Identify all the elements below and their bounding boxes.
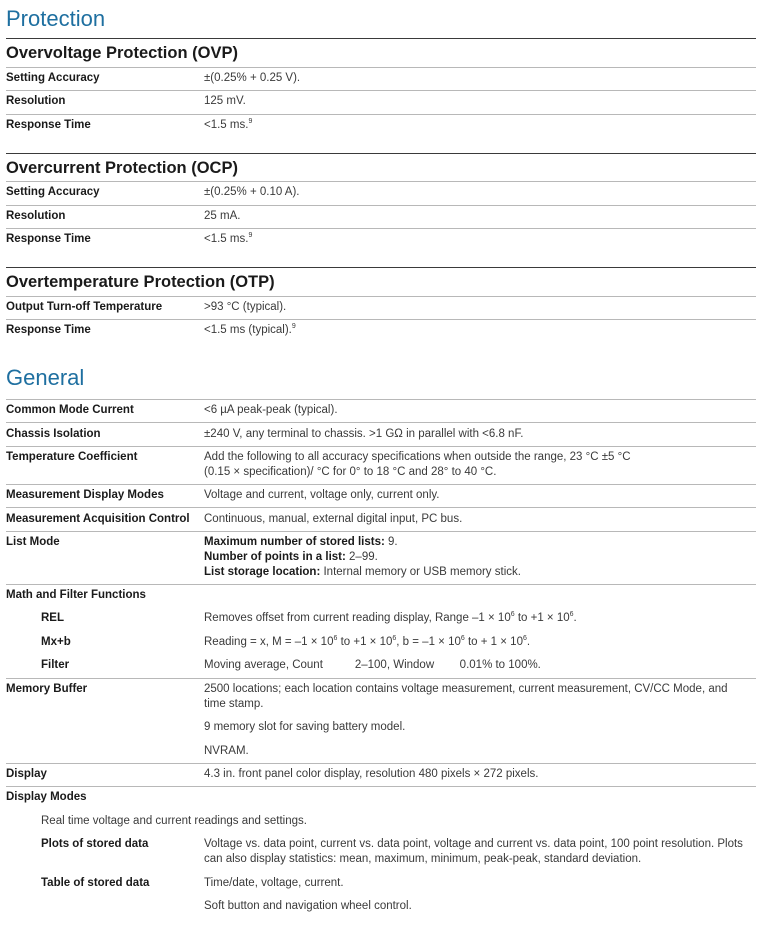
divider: [6, 584, 756, 585]
spec-value: 125 mV.: [204, 95, 246, 107]
spec-label: Common Mode Current: [6, 404, 134, 416]
spec-value: Add the following to all accuracy specifications when outside the range, 23 °C ±5 °C: [204, 451, 631, 463]
divider: [6, 422, 756, 423]
spec-value: <1.5 ms (typical).$^9$: [204, 323, 296, 336]
spec-label: Measurement Display Modes: [6, 489, 164, 501]
spec-value: <1.5 ms.$^9$: [204, 118, 253, 131]
divider: [6, 763, 756, 764]
spec-value: time stamp.: [204, 698, 264, 710]
divider: [6, 319, 756, 320]
spec-value: can also display statistics: mean, maximum, minimum, peak-peak, standard deviation.: [204, 853, 642, 865]
spec-sublabel: REL: [41, 612, 64, 624]
spec-sublabel: Table of stored data: [41, 877, 150, 889]
divider: [6, 531, 756, 532]
spec-label: Measurement Acquisition Control: [6, 513, 190, 525]
spec-value: <6 µA peak-peak (typical).: [204, 404, 338, 416]
spec-value: NVRAM.: [204, 745, 249, 757]
spec-value: 25 mA.: [204, 210, 241, 222]
footnote-ref: 9: [248, 232, 253, 240]
divider: [6, 67, 756, 68]
divider: [6, 205, 756, 206]
protection-heading: Protection: [6, 6, 106, 31]
spec-value: 2500 locations; each location contains voltage measurement, current measurement, CV/CC Mode, and: [204, 683, 728, 695]
footnote-ref: 9: [248, 118, 253, 126]
spec-value: Removes offset from current reading display, Range $-1 \times 10^6$ to $+1 \times 10^6$.: [204, 611, 577, 624]
spec-value: Time/date, voltage, current.: [204, 877, 344, 889]
spec-value: Voltage vs. data point, current vs. data point, voltage and current vs. data point, 100 point resolution. Plots: [204, 838, 743, 850]
divider: [6, 38, 756, 39]
spec-label: Setting Accuracy: [6, 72, 100, 84]
divider: [6, 296, 756, 297]
spec-label: Resolution: [6, 210, 66, 222]
spec-label: Response Time: [6, 119, 91, 131]
divider: [6, 114, 756, 115]
divider: [6, 90, 756, 91]
spec-value: Continuous, manual, external digital input, PC bus.: [204, 513, 463, 525]
spec-value: >93 °C (typical).: [204, 301, 287, 313]
divider: [6, 678, 756, 679]
ocp-heading: Overcurrent Protection (OCP): [6, 159, 238, 177]
spec-label: Display: [6, 768, 47, 780]
divider: [6, 786, 756, 787]
spec-value: Maximum number of stored lists: 9.: [204, 536, 398, 548]
spec-value: Real time voltage and current readings and settings.: [41, 815, 307, 827]
spec-value: ±240 V, any terminal to chassis. >1 GΩ in parallel with <6.8 nF.: [204, 428, 524, 440]
spec-sublabel: Mx+b: [41, 636, 71, 648]
footnote-ref: 9: [291, 323, 296, 331]
spec-value: ±(0.25% + 0.25 V).: [204, 72, 301, 84]
spec-label: List Mode: [6, 536, 60, 548]
spec-value: ±(0.25% + 0.10 A).: [204, 186, 300, 198]
spec-value: (0.15 × specification)/ °C for 0° to 18 °C and 28° to 40 °C.: [204, 466, 497, 478]
spec-label: Response Time: [6, 324, 91, 336]
divider: [6, 446, 756, 447]
ovp-heading: Overvoltage Protection (OVP): [6, 44, 238, 62]
divider: [6, 399, 756, 400]
divider: [6, 153, 756, 154]
spec-value: Moving average, Count 2–100, Window 0.01% to 100%.: [204, 659, 541, 671]
spec-label: Display Modes: [6, 791, 87, 803]
spec-value: Soft button and navigation wheel control.: [204, 900, 412, 912]
spec-value: <1.5 ms.$^9$: [204, 232, 253, 245]
spec-label: Output Turn-off Temperature: [6, 301, 163, 313]
spec-sublabel: Filter: [41, 659, 70, 671]
spec-label: Chassis Isolation: [6, 428, 101, 440]
spec-value: 9 memory slot for saving battery model.: [204, 721, 406, 733]
spec-label: Setting Accuracy: [6, 186, 100, 198]
spec-sublabel: Plots of stored data: [41, 838, 149, 850]
spec-value: List storage location: Internal memory or USB memory stick.: [204, 566, 521, 578]
divider: [6, 267, 756, 268]
spec-label: Math and Filter Functions: [6, 589, 146, 601]
spec-label: Memory Buffer: [6, 683, 88, 695]
divider: [6, 228, 756, 229]
spec-value: Number of points in a list: 2–99.: [204, 551, 378, 563]
spec-label: Response Time: [6, 233, 91, 245]
spec-value: Reading = x, $M = -1 \times 10^6$ to $+1 \times 10^6$, $b = -1 \times 10^6$ to + $1 \times 10^6$.: [204, 635, 531, 648]
otp-heading: Overtemperature Protection (OTP): [6, 273, 275, 291]
spec-label: Resolution: [6, 95, 66, 107]
divider: [6, 181, 756, 182]
divider: [6, 484, 756, 485]
divider: [6, 507, 756, 508]
spec-value: 4.3 in. front panel color display, resolution 480 pixels × 272 pixels.: [204, 768, 539, 780]
spec-value: Voltage and current, voltage only, current only.: [204, 489, 440, 501]
spec-label: Temperature Coefficient: [6, 451, 138, 463]
general-heading: General: [6, 365, 85, 390]
